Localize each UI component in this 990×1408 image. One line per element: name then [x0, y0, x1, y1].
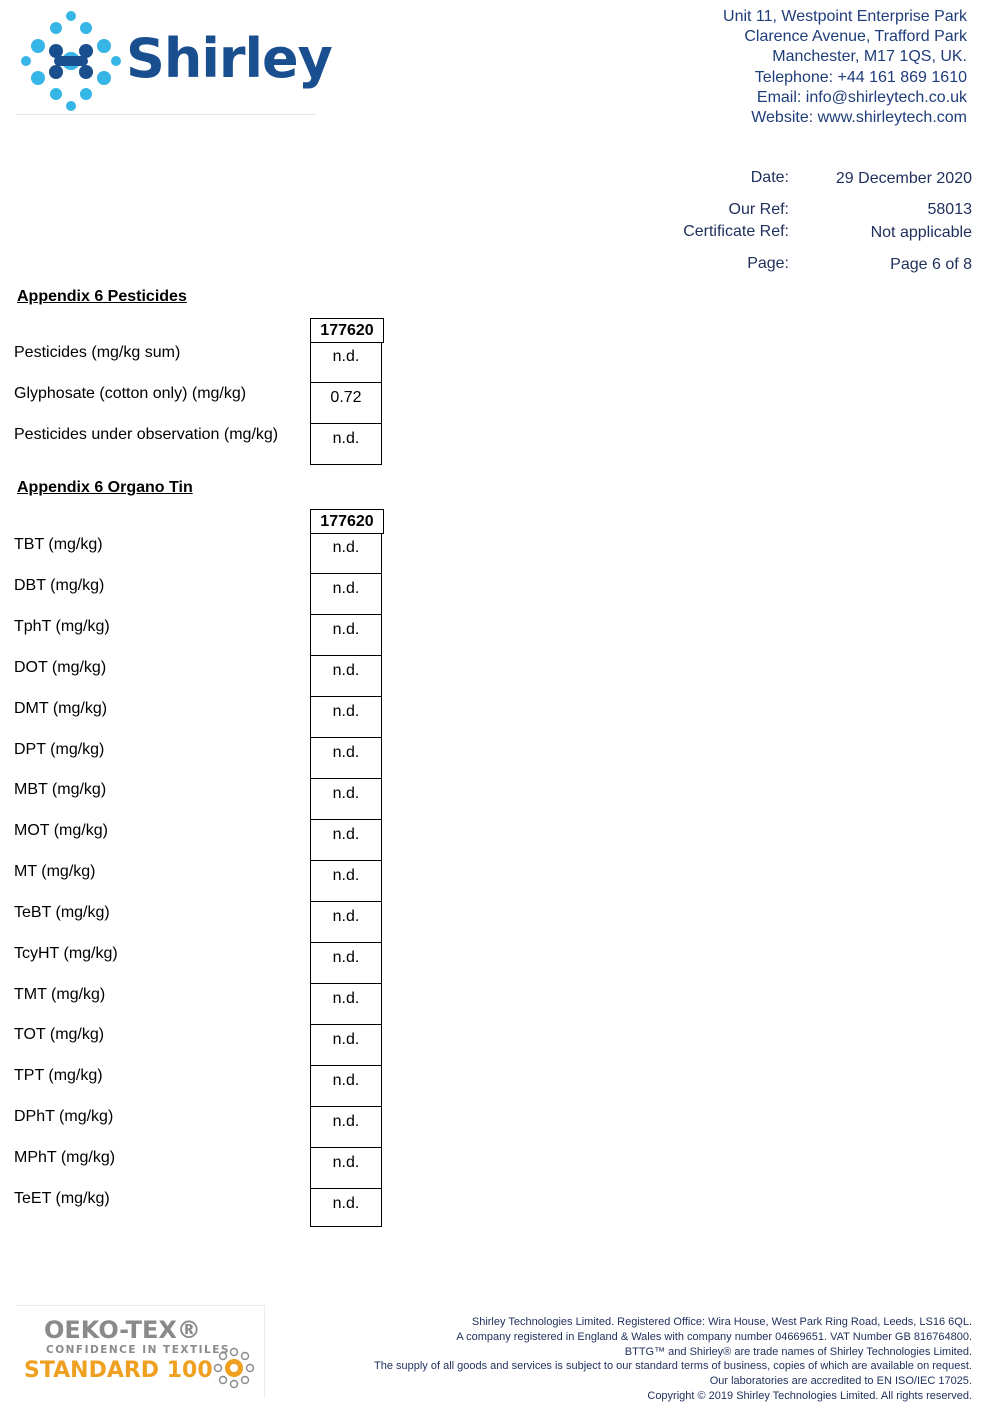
table-cell: n.d.: [310, 1025, 382, 1066]
table-row-label: DPT (mg/kg): [14, 741, 105, 758]
table-cell: n.d.: [310, 1148, 382, 1189]
company-logo: [16, 6, 332, 115]
date-value: 29 December 2020: [835, 170, 972, 187]
table-cell: 0.72: [310, 383, 382, 424]
table-row-label: Pesticides (mg/kg sum): [14, 344, 181, 361]
table-cell: n.d.: [310, 697, 382, 738]
table-row-label: DPhT (mg/kg): [14, 1108, 114, 1125]
table-row-label: TphT (mg/kg): [14, 618, 110, 635]
oeko-tex-badge: [16, 1305, 265, 1398]
table-row-label: DMT (mg/kg): [14, 700, 108, 717]
table-cell: n.d.: [310, 902, 382, 943]
table-cell: n.d.: [310, 574, 382, 615]
legal-footer: [374, 1315, 972, 1404]
footer-line: BTTG™ and Shirley® are trade names of Shirley Technologies Limited.: [624, 1345, 972, 1358]
footer-line: Shirley Technologies Limited. Registered Office: Wira House, West Park Ring Road, Leeds, LS16 6QL.: [471, 1316, 972, 1328]
oeko-tex-seal-icon: [212, 1346, 256, 1390]
organotin-section-title: Appendix 6 Organo Tin: [17, 479, 193, 496]
footer-line: Copyright © 2019 Shirley Technologies Limited. All rights reserved.: [647, 1389, 972, 1402]
table-row-label: DBT (mg/kg): [14, 577, 105, 594]
table-cell: n.d.: [310, 656, 382, 697]
table-row-label: TeBT (mg/kg): [14, 904, 110, 921]
oeko-tex-standard: STANDARD 100: [24, 1358, 213, 1383]
our-ref-value: 58013: [927, 201, 972, 218]
logo-wordmark: Shirley: [126, 27, 332, 90]
table-row-label: TMT (mg/kg): [14, 986, 106, 1003]
table-cell: n.d.: [310, 984, 382, 1025]
table-row-label: MPhT (mg/kg): [14, 1149, 116, 1166]
table-cell: n.d.: [310, 1107, 382, 1148]
table-row-label: MBT (mg/kg): [14, 781, 107, 798]
oeko-tex-title: OEKO-TEX®: [44, 1316, 201, 1344]
molecule-logo-icon: [16, 6, 126, 114]
pesticides-section-title: Appendix 6 Pesticides: [17, 288, 187, 305]
table-row-label: TOT (mg/kg): [14, 1026, 105, 1043]
table-cell: n.d.: [310, 1189, 382, 1227]
table-cell: n.d.: [310, 615, 382, 656]
pesticides-column-header: 177620: [310, 318, 384, 343]
table-row-label: MT (mg/kg): [14, 863, 96, 880]
table-cell: n.d.: [310, 424, 382, 465]
address-line: Clarence Avenue, Trafford Park: [744, 28, 967, 46]
date-label: Date:: [750, 169, 789, 186]
footer-line: Our laboratories are accredited to EN ISO/IEC 17025.: [709, 1375, 972, 1388]
telephone-line: Telephone: +44 161 869 1610: [754, 68, 967, 86]
website-line: Website: www.shirleytech.com: [751, 109, 967, 127]
table-row-label: TBT (mg/kg): [14, 536, 103, 553]
table-cell: n.d.: [310, 342, 382, 383]
table-row-label: Pesticides under observation (mg/kg): [14, 426, 279, 443]
table-cell: n.d.: [310, 533, 382, 574]
oeko-tex-subtitle: CONFIDENCE IN TEXTILES: [46, 1344, 230, 1356]
table-row-label: TeET (mg/kg): [14, 1190, 110, 1207]
page-value: Page 6 of 8: [890, 256, 972, 273]
certificate-ref-value: Not applicable: [870, 224, 972, 241]
address-line: Unit 11, Westpoint Enterprise Park: [723, 8, 967, 25]
table-row-label: Glyphosate (cotton only) (mg/kg): [14, 385, 247, 402]
table-row-label: TPT (mg/kg): [14, 1067, 103, 1084]
table-cell: n.d.: [310, 820, 382, 861]
page-label: Page:: [747, 255, 789, 272]
table-row-label: DOT (mg/kg): [14, 659, 107, 676]
company-address: [723, 7, 967, 128]
table-row-label: MOT (mg/kg): [14, 822, 108, 839]
footer-line: The supply of all goods and services is subject to our standard terms of business, copies of which are available on request.: [374, 1360, 972, 1373]
table-cell: n.d.: [310, 1066, 382, 1107]
table-cell: n.d.: [310, 861, 382, 902]
footer-line: A company registered in England & Wales with company number 04669651. VAT Number GB 816764800.: [456, 1330, 972, 1343]
table-row-label: TcyHT (mg/kg): [14, 945, 118, 962]
organotin-column-header: 177620: [310, 509, 384, 534]
table-cell: n.d.: [310, 779, 382, 820]
our-ref-label: Our Ref:: [728, 201, 789, 218]
email-line: Email: info@shirleytech.co.uk: [756, 88, 967, 106]
table-cell: n.d.: [310, 943, 382, 984]
certificate-ref-label: Certificate Ref:: [683, 223, 789, 240]
table-cell: n.d.: [310, 738, 382, 779]
address-line: Manchester, M17 1QS, UK.: [772, 48, 967, 66]
